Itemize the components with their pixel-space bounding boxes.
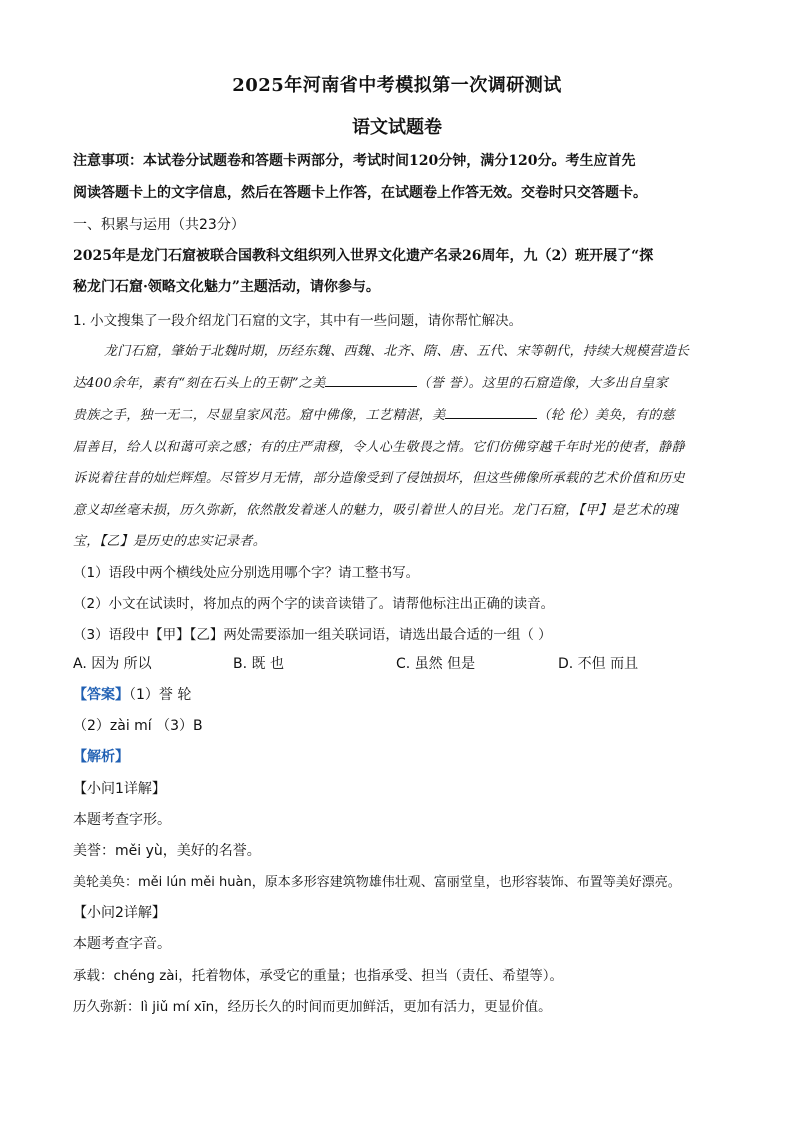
answer-label: 【答案】 [73, 687, 129, 703]
answer-line-1 [73, 684, 191, 704]
section-intro-2: 秘龙门石窟·领略文化魅力”主题活动，请你参与。 [73, 279, 380, 295]
answer-1: （1）誉 轮 [129, 687, 192, 703]
passage-line-2a: 达400余年，素有“刻在石头上的王朝”之美 [73, 376, 326, 391]
passage-line-7: 宝，【乙】是历史的忠实记录者。 [73, 534, 267, 549]
option-c: C. 虽然 但是 [396, 656, 476, 672]
passage-line-3 [73, 404, 675, 423]
option-b: B. 既 也 [233, 656, 284, 672]
blank-2 [445, 406, 537, 419]
page-title: 2025年河南省中考模拟第一次调研测试 [232, 75, 562, 96]
passage-line-2b: （誉 誉）。这里的石窟造像，大多出自皇家 [417, 376, 669, 391]
notice-line-2: 阅读答题卡上的文字信息，然后在答题卡上作答，在试题卷上作答无效。交卷时只交答题卡。 [73, 185, 647, 201]
analysis-q1-line-3: 美轮美奂：měi lún měi huàn，原本多形容建筑物雄伟壮观、富丽堂皇，也形容装饰、布置等美好漂亮。 [73, 875, 681, 890]
analysis-q1-line-2: 美誉：měi yù，美好的名誉。 [73, 843, 261, 859]
section-heading: 一、积累与运用（共23分） [73, 217, 245, 233]
analysis-q2-line-3: 历久弥新：lì jiǔ mí xīn，经历长久的时间而更加鲜活，更加有活力，更显价值。 [73, 999, 552, 1015]
analysis-q1-line-1: 本题考查字形。 [73, 812, 171, 828]
section-intro-1: 2025年是龙门石窟被联合国教科文组织列入世界文化遗产名录26周年，九（2）班开展了“探 [73, 248, 654, 264]
analysis-q2-line-2: 承载：chéng zài，托着物体，承受它的重量；也指承受、担当（责任、希望等）。 [73, 968, 564, 984]
analysis-q1-title: 【小问1详解】 [73, 781, 166, 797]
sub-question-1: （1）语段中两个横线处应分别选用哪个字？请工整书写。 [73, 565, 420, 581]
analysis-q2-title: 【小问2详解】 [73, 905, 166, 921]
option-d: D. 不但 而且 [558, 656, 639, 672]
sub-question-3: （3）语段中【甲】【乙】两处需要添加一组关联词语，请选出最合适的一组（ ） [73, 627, 552, 643]
passage-line-3b: （轮 伦）美奂，有的慈 [537, 408, 675, 423]
passage-line-4: 眉善目，给人以和蔼可亲之感；有的庄严肃穆，令人心生敬畏之情。它们仿佛穿越千年时光的使者，静静 [73, 440, 685, 455]
blank-1 [325, 374, 417, 387]
passage-line-3a: 贵族之手，独一无二，尽显皇家风范。窟中佛像，工艺精湛，美 [73, 408, 446, 423]
sub-question-2: （2）小文在试读时，将加点的两个字的读音读错了。请帮他标注出正确的读音。 [73, 596, 555, 612]
analysis-q2-line-1: 本题考查字音。 [73, 936, 171, 952]
passage-line-6: 意义却丝毫未损，历久弥新，依然散发着迷人的魅力，吸引着世人的目光。龙门石窟，【甲】是艺术的瑰 [73, 503, 679, 518]
passage-line-2 [73, 372, 668, 391]
passage-line-1: 龙门石窟，肇始于北魏时期，历经东魏、西魏、北齐、隋、唐、五代、宋等朝代，持续大规模营造长 [104, 344, 690, 359]
option-a: A. 因为 所以 [73, 656, 152, 672]
analysis-label: 【解析】 [73, 749, 129, 765]
page-subtitle: 语文试题卷 [352, 117, 442, 138]
question-1-stem: 1. 小文搜集了一段介绍龙门石窟的文字，其中有一些问题，请你帮忙解决。 [73, 313, 523, 329]
answer-line-2: （2）zài mí （3）B [73, 718, 203, 734]
passage-line-5: 诉说着往昔的灿烂辉煌。尽管岁月无情，部分造像受到了侵蚀损坏，但这些佛像所承载的艺术价值和历史 [73, 471, 685, 486]
notice-line-1: 注意事项：本试卷分试题卷和答题卡两部分，考试时间120分钟，满分120分。考生应首先 [73, 153, 636, 169]
